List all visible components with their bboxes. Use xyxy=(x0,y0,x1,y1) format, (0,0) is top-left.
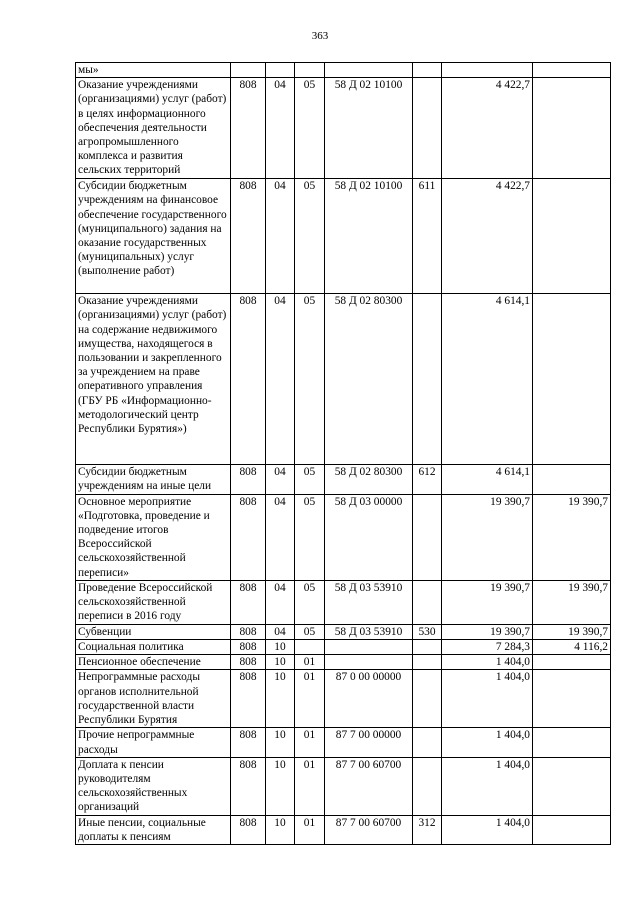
row-sum1-cell: 1 404,0 xyxy=(442,757,533,815)
row-sum1-cell: 19 390,7 xyxy=(442,580,533,624)
row-pr-cell xyxy=(295,63,325,78)
table-row xyxy=(76,815,611,844)
row-name-cell: Проведение Всероссийской сельскохозяйственной переписи в 2016 году xyxy=(76,580,231,624)
row-sum2-cell: 19 390,7 xyxy=(533,494,611,580)
row-name-cell: Субсидии бюджетным учреждениям на финансовое обеспечение государственного (муниципального) задания на оказание государственных (муниципальных) услуг (выполнение работ) xyxy=(76,179,231,294)
row-sum2-cell xyxy=(533,179,611,294)
row-rz-cell: 10 xyxy=(266,815,295,844)
row-rz-cell: 04 xyxy=(266,179,295,294)
row-sum1-cell: 1 404,0 xyxy=(442,670,533,728)
row-csr-cell: 58 Д 02 10100 xyxy=(325,78,413,179)
row-sum1-cell: 4 614,1 xyxy=(442,465,533,494)
row-gr-cell: 808 xyxy=(231,580,266,624)
row-sum1-cell: 1 404,0 xyxy=(442,815,533,844)
row-sum2-cell: 19 390,7 xyxy=(533,580,611,624)
row-rz-cell: 04 xyxy=(266,580,295,624)
row-sum2-cell xyxy=(533,63,611,78)
row-sum1-cell: 1 404,0 xyxy=(442,655,533,670)
table-row xyxy=(76,640,611,655)
row-pr-cell: 05 xyxy=(295,294,325,465)
row-vr-cell xyxy=(413,640,442,655)
row-pr-cell: 01 xyxy=(295,757,325,815)
row-sum2-cell xyxy=(533,728,611,757)
row-pr-cell: 05 xyxy=(295,78,325,179)
row-vr-cell: 312 xyxy=(413,815,442,844)
row-csr-cell: 87 7 00 60700 xyxy=(325,815,413,844)
row-pr-cell: 05 xyxy=(295,624,325,639)
row-csr-cell: 87 0 00 00000 xyxy=(325,670,413,728)
row-sum1-cell: 4 422,7 xyxy=(442,179,533,294)
row-sum1-cell: 1 404,0 xyxy=(442,728,533,757)
table-row xyxy=(76,465,611,494)
row-csr-cell: 58 Д 03 53910 xyxy=(325,624,413,639)
table-row xyxy=(76,670,611,728)
row-csr-cell: 87 7 00 60700 xyxy=(325,757,413,815)
row-pr-cell: 05 xyxy=(295,179,325,294)
row-sum2-cell xyxy=(533,294,611,465)
row-name-cell: Доплата к пенсии руководителям сельскохозяйственных организаций xyxy=(76,757,231,815)
row-gr-cell: 808 xyxy=(231,294,266,465)
row-csr-cell: 58 Д 02 80300 xyxy=(325,465,413,494)
row-name-cell: Оказание учреждениями (организациями) услуг (работ) на содержание недвижимого имущества, находящегося в пользовании и закрепленного за учреждением на праве оперативного управления (ГБУ РБ «Информационно-методологический центр Республики Бурятия») xyxy=(76,294,231,465)
table-row xyxy=(76,655,611,670)
row-name-cell: Социальная политика xyxy=(76,640,231,655)
row-vr-cell: 612 xyxy=(413,465,442,494)
row-sum1-cell xyxy=(442,63,533,78)
row-sum1-cell: 7 284,3 xyxy=(442,640,533,655)
row-csr-cell xyxy=(325,655,413,670)
row-sum2-cell xyxy=(533,815,611,844)
row-vr-cell xyxy=(413,78,442,179)
row-name-cell: Основное мероприятие «Подготовка, проведение и подведение итогов Всероссийской сельскохозяйственной переписи» xyxy=(76,494,231,580)
row-sum1-cell: 4 422,7 xyxy=(442,78,533,179)
row-sum2-cell: 4 116,2 xyxy=(533,640,611,655)
row-rz-cell: 04 xyxy=(266,494,295,580)
row-vr-cell: 530 xyxy=(413,624,442,639)
table-row xyxy=(76,294,611,465)
row-rz-cell: 10 xyxy=(266,757,295,815)
row-gr-cell: 808 xyxy=(231,78,266,179)
row-sum2-cell xyxy=(533,655,611,670)
row-gr-cell: 808 xyxy=(231,757,266,815)
row-rz-cell: 10 xyxy=(266,655,295,670)
row-rz-cell: 10 xyxy=(266,640,295,655)
table-row xyxy=(76,580,611,624)
row-name-cell: Субсидии бюджетным учреждениям на иные цели xyxy=(76,465,231,494)
row-csr-cell xyxy=(325,640,413,655)
row-vr-cell xyxy=(413,655,442,670)
row-gr-cell: 808 xyxy=(231,494,266,580)
row-csr-cell: 87 7 00 00000 xyxy=(325,728,413,757)
row-rz-cell: 10 xyxy=(266,728,295,757)
row-sum2-cell: 19 390,7 xyxy=(533,624,611,639)
row-name-cell: Оказание учреждениями (организациями) услуг (работ) в целях информационного обеспечения деятельности агропромышленного комплекса и развития сельских территорий xyxy=(76,78,231,179)
row-rz-cell: 10 xyxy=(266,670,295,728)
row-csr-cell: 58 Д 02 10100 xyxy=(325,179,413,294)
page-number: 363 xyxy=(311,30,329,42)
row-gr-cell: 808 xyxy=(231,655,266,670)
row-sum1-cell: 19 390,7 xyxy=(442,494,533,580)
row-pr-cell xyxy=(295,640,325,655)
row-vr-cell: 611 xyxy=(413,179,442,294)
row-csr-cell: 58 Д 03 00000 xyxy=(325,494,413,580)
row-gr-cell: 808 xyxy=(231,640,266,655)
row-sum2-cell xyxy=(533,670,611,728)
row-rz-cell xyxy=(266,63,295,78)
row-vr-cell xyxy=(413,580,442,624)
row-sum2-cell xyxy=(533,78,611,179)
row-pr-cell: 01 xyxy=(295,670,325,728)
row-vr-cell xyxy=(413,63,442,78)
row-pr-cell: 05 xyxy=(295,580,325,624)
row-pr-cell: 01 xyxy=(295,728,325,757)
row-vr-cell xyxy=(413,757,442,815)
row-rz-cell: 04 xyxy=(266,624,295,639)
row-name-cell: Прочие непрограммные расходы xyxy=(76,728,231,757)
row-sum1-cell: 19 390,7 xyxy=(442,624,533,639)
budget-table xyxy=(75,62,611,845)
table-row xyxy=(76,63,611,78)
row-gr-cell: 808 xyxy=(231,624,266,639)
row-rz-cell: 04 xyxy=(266,78,295,179)
row-csr-cell xyxy=(325,63,413,78)
row-pr-cell: 01 xyxy=(295,815,325,844)
row-name-cell: Непрограммные расходы органов исполнительной государственной власти Республики Бурятия xyxy=(76,670,231,728)
row-vr-cell xyxy=(413,294,442,465)
row-sum2-cell xyxy=(533,757,611,815)
row-pr-cell: 01 xyxy=(295,655,325,670)
table-row xyxy=(76,624,611,639)
row-name-cell: Пенсионное обеспечение xyxy=(76,655,231,670)
row-vr-cell xyxy=(413,670,442,728)
row-csr-cell: 58 Д 02 80300 xyxy=(325,294,413,465)
row-csr-cell: 58 Д 03 53910 xyxy=(325,580,413,624)
table-row xyxy=(76,78,611,179)
row-gr-cell: 808 xyxy=(231,465,266,494)
row-rz-cell: 04 xyxy=(266,294,295,465)
row-pr-cell: 05 xyxy=(295,465,325,494)
row-vr-cell xyxy=(413,728,442,757)
row-name-cell: мы» xyxy=(76,63,231,78)
row-vr-cell xyxy=(413,494,442,580)
row-rz-cell: 04 xyxy=(266,465,295,494)
table-row xyxy=(76,728,611,757)
row-gr-cell: 808 xyxy=(231,670,266,728)
row-gr-cell: 808 xyxy=(231,815,266,844)
table-row xyxy=(76,757,611,815)
row-pr-cell: 05 xyxy=(295,494,325,580)
table-row xyxy=(76,179,611,294)
row-name-cell: Иные пенсии, социальные доплаты к пенсиям xyxy=(76,815,231,844)
row-sum2-cell xyxy=(533,465,611,494)
row-sum1-cell: 4 614,1 xyxy=(442,294,533,465)
table-row xyxy=(76,494,611,580)
row-name-cell: Субвенции xyxy=(76,624,231,639)
row-gr-cell: 808 xyxy=(231,728,266,757)
row-gr-cell: 808 xyxy=(231,179,266,294)
row-gr-cell xyxy=(231,63,266,78)
